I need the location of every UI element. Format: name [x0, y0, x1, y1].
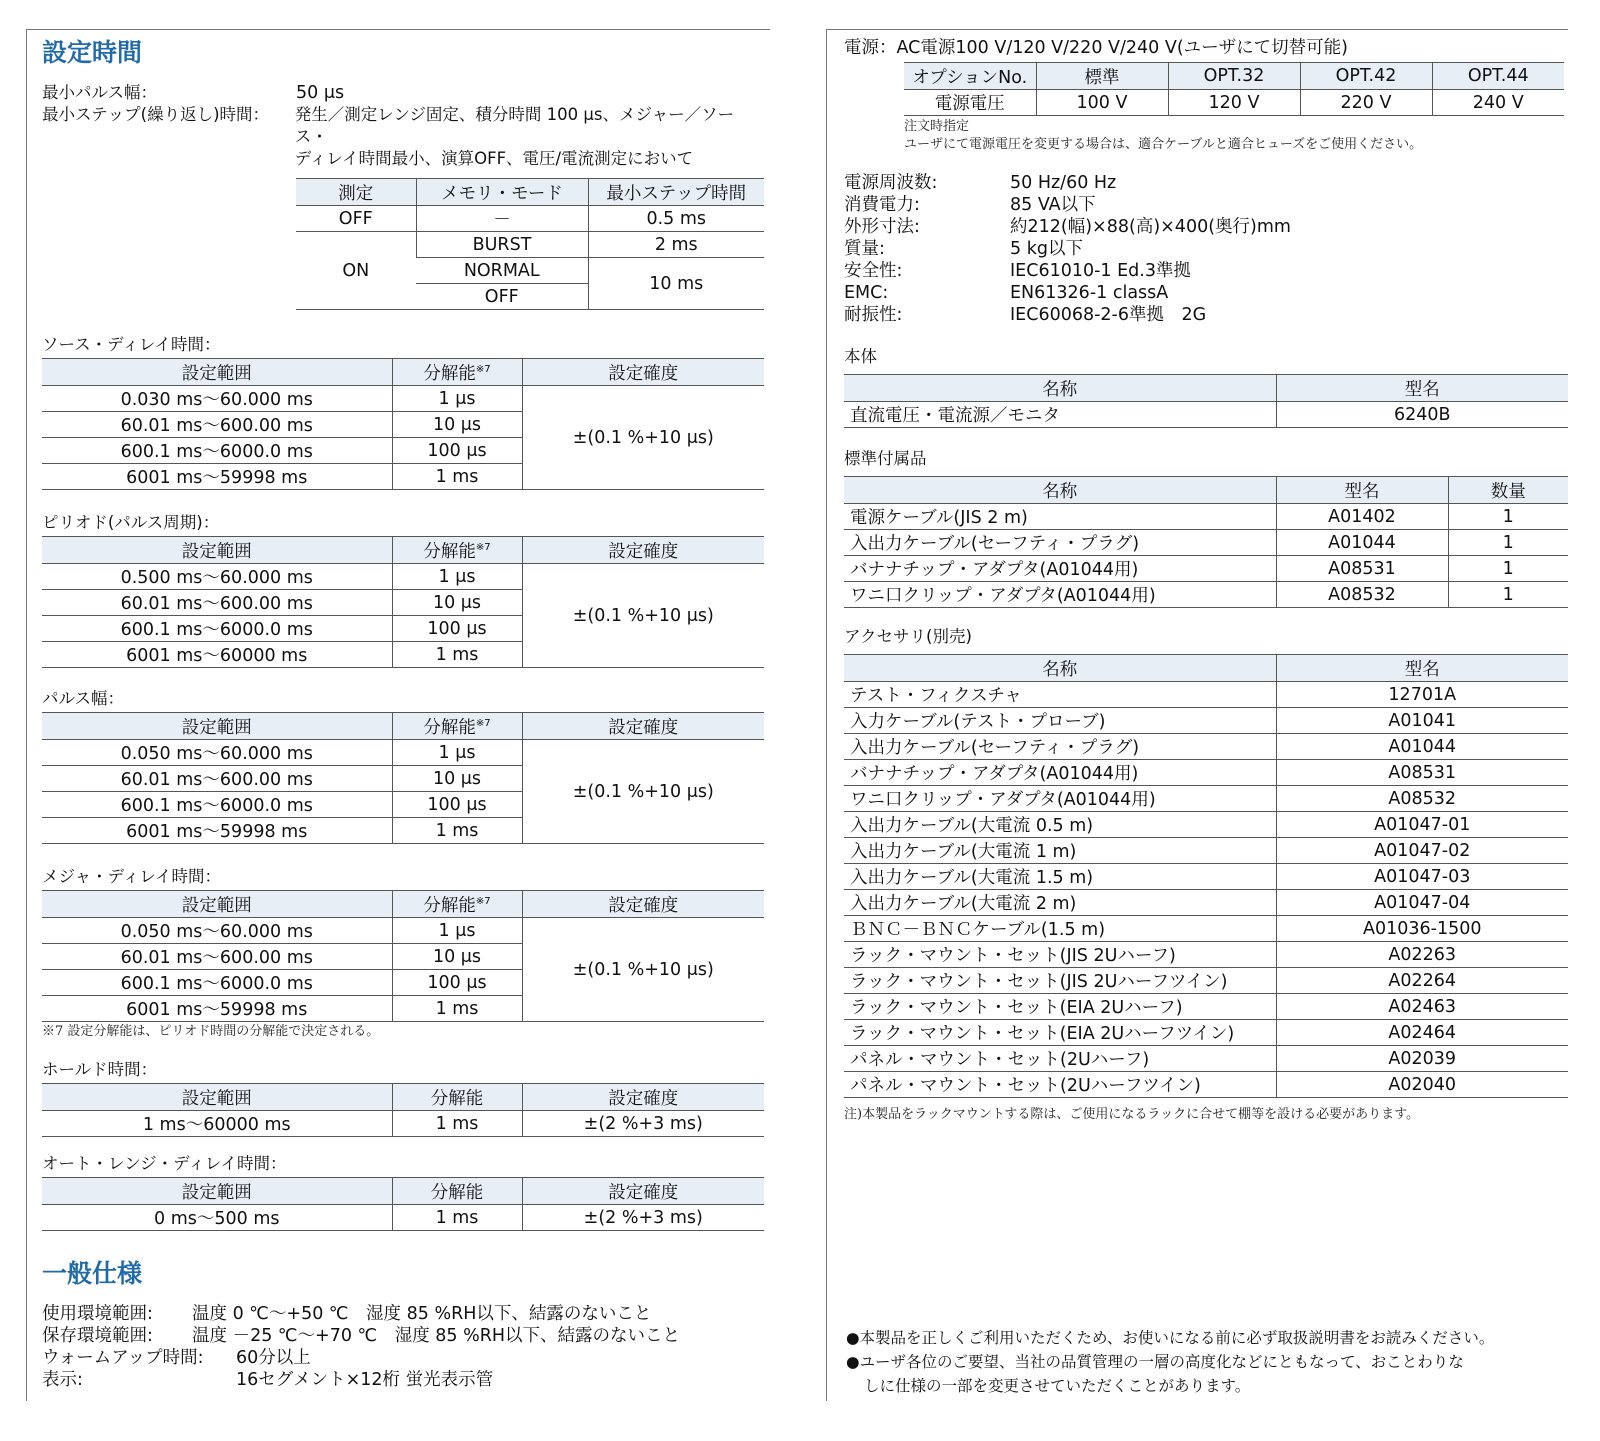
table-header: 分解能$^{※7}$	[392, 891, 522, 918]
table-header: 名称	[844, 655, 1276, 682]
table-header: 設定範囲	[42, 713, 392, 740]
table-header: 設定範囲	[42, 537, 392, 564]
table-cell: A08531	[1276, 556, 1448, 582]
step-time-table	[296, 178, 764, 310]
table-cell: 60.01 ms～600.00 ms	[42, 590, 392, 616]
table-cell: 1 ms	[392, 642, 522, 668]
general-spec-list	[42, 1303, 764, 1391]
pulse-width-title: パルス幅：	[42, 689, 125, 708]
section-title-timing: 設定時間	[42, 38, 143, 67]
spec-key: 質量:	[844, 239, 885, 259]
spec-key: ウォームアップ時間:	[42, 1348, 204, 1368]
table-cell: ワニ口クリップ・アダプタ(A01044用)	[844, 786, 1276, 812]
table-cell: ラック・マウント・セット(EIA 2Uハーフツイン)	[844, 1020, 1276, 1046]
notice-bullet-1: ●本製品を正しくご利用いただくため、お使いになる前に必ず取扱説明書をお読みください。	[846, 1329, 1495, 1347]
period-title: ピリオド(パルス周期)：	[42, 513, 220, 532]
table-cell: 6001 ms～59998 ms	[42, 818, 392, 844]
table-cell: A01036-1500	[1276, 916, 1568, 942]
table-cell: パネル・マウント・セット(2Uハーフ)	[844, 1046, 1276, 1072]
table-cell: 600.1 ms～6000.0 ms	[42, 616, 392, 642]
spec-value: IEC60068-2-6準拠 2G	[1010, 305, 1207, 325]
table-cell: 10 ms	[588, 258, 764, 310]
measure-delay-table	[42, 890, 764, 1022]
table-cell: A01047-01	[1276, 812, 1568, 838]
std-acc-table	[844, 476, 1568, 608]
table-cell: 1	[1448, 582, 1568, 608]
table-cell: A02263	[1276, 942, 1568, 968]
hold-table	[42, 1083, 764, 1137]
table-cell: NORMAL	[416, 258, 588, 284]
power-spec-list	[844, 172, 1568, 326]
table-cell: ON	[296, 232, 416, 310]
table-header: 分解能	[392, 1178, 522, 1205]
table-cell: ±(0.1 %+10 μs)	[522, 386, 764, 490]
table-cell: 100 μs	[392, 970, 522, 996]
spec-value: 50 Hz/60 Hz	[1010, 173, 1117, 193]
table-cell: 10 μs	[392, 590, 522, 616]
table-header: 名称	[844, 375, 1276, 402]
table-header: 設定範囲	[42, 891, 392, 918]
table-cell: A01041	[1276, 708, 1568, 734]
table-cell: 電源電圧	[904, 90, 1036, 116]
left-column	[42, 36, 764, 1391]
table-cell: 1 μs	[392, 740, 522, 766]
table-header: OPT.44	[1432, 63, 1564, 90]
spec-key: 外形寸法:	[844, 217, 920, 237]
accessories-title: アクセサリ(別売)	[844, 627, 972, 646]
table-cell: 1	[1448, 556, 1568, 582]
table-cell: 60.01 ms～600.00 ms	[42, 944, 392, 970]
table-cell: A01402	[1276, 504, 1448, 530]
autorange-title: オート・レンジ・ディレイ時間：	[42, 1154, 287, 1173]
table-cell: 10 μs	[392, 944, 522, 970]
table-cell: 1 ms	[392, 464, 522, 490]
min-step-label: 最小ステップ(繰り返し)時間：	[42, 105, 270, 124]
table-cell: ワニ口クリップ・アダプタ(A01044用)	[844, 582, 1276, 608]
spec-value: IEC61010-1 Ed.3準拠	[1010, 261, 1191, 281]
table-cell: 220 V	[1300, 90, 1432, 116]
table-cell: 入出力ケーブル(大電流 1 m)	[844, 838, 1276, 864]
table-header: 分解能$^{※7}$	[392, 359, 522, 386]
table-cell: 0.030 ms～60.000 ms	[42, 386, 392, 412]
power-note-1: 注文時指定	[904, 119, 970, 134]
power-note-2: ユーザにて電源電圧を変更する場合は、適合ケーブルと適合ヒューズをご使用ください。	[904, 137, 1423, 152]
top-rule-left	[26, 29, 770, 30]
min-pulse-row	[42, 82, 764, 170]
table-header: 設定範囲	[42, 1084, 392, 1111]
table-cell: 入出力ケーブル(大電流 1.5 m)	[844, 864, 1276, 890]
table-cell: ±(2 %+3 ms)	[522, 1111, 764, 1137]
table-cell: A02464	[1276, 1020, 1568, 1046]
table-header: 型名	[1276, 655, 1568, 682]
table-cell: A02039	[1276, 1046, 1568, 1072]
table-header: OPT.42	[1300, 63, 1432, 90]
table-cell: 240 V	[1432, 90, 1564, 116]
table-cell: 600.1 ms～6000.0 ms	[42, 970, 392, 996]
table-cell: 0 ms～500 ms	[42, 1205, 392, 1231]
min-pulse-value: 50 μs	[296, 83, 345, 103]
table-header: 設定確度	[522, 1084, 764, 1111]
table-header: 標準	[1036, 63, 1168, 90]
table-cell: 12701A	[1276, 682, 1568, 708]
spec-key: 耐振性:	[844, 305, 903, 325]
spec-key: 保存環境範囲:	[42, 1326, 153, 1346]
table-cell: パネル・マウント・セット(2Uハーフツイン)	[844, 1072, 1276, 1098]
notice-bullet-2a: ●ユーザ各位のご要望、当社の品質管理の一層の高度化などにともなって、おことわりな	[846, 1353, 1464, 1371]
table-cell: 60.01 ms～600.00 ms	[42, 766, 392, 792]
table-header: 設定範囲	[42, 359, 392, 386]
table-cell: A08531	[1276, 760, 1568, 786]
table-header: 設定確度	[522, 891, 764, 918]
table-cell: 10 μs	[392, 412, 522, 438]
table-cell: 1 ms	[392, 996, 522, 1022]
table-cell: 1	[1448, 530, 1568, 556]
table-cell: 直流電圧・電流源／モニタ	[844, 402, 1276, 428]
table-cell: 1 ms～60000 ms	[42, 1111, 392, 1137]
table-cell: 1 ms	[392, 1205, 522, 1231]
table-cell: 10 μs	[392, 766, 522, 792]
table-cell: 100 μs	[392, 438, 522, 464]
table-header: 数量	[1448, 477, 1568, 504]
table-cell: OFF	[416, 284, 588, 310]
table-cell: 0.050 ms～60.000 ms	[42, 740, 392, 766]
table-header: 名称	[844, 477, 1276, 504]
center-border	[826, 29, 827, 1401]
table-cell: BURST	[416, 232, 588, 258]
table-header: オプションNo.	[904, 63, 1036, 90]
table-header: 最小ステップ時間	[588, 179, 764, 206]
table-cell: 2 ms	[588, 232, 764, 258]
spec-value: 温度 －25 ℃～+70 ℃ 湿度 85 %RH以下、結露のないこと	[192, 1326, 681, 1346]
table-header: 型名	[1276, 375, 1568, 402]
table-header: 分解能	[392, 1084, 522, 1111]
table-cell: 100 μs	[392, 792, 522, 818]
table-cell: 1 ms	[392, 818, 522, 844]
spec-key: 消費電力:	[844, 195, 920, 215]
hold-title: ホールド時間：	[42, 1060, 158, 1079]
table-cell: 電源ケーブル(JIS 2 m)	[844, 504, 1276, 530]
table-cell: 入出力ケーブル(大電流 2 m)	[844, 890, 1276, 916]
spec-key: 使用環境範囲:	[42, 1304, 153, 1324]
table-cell: －	[416, 206, 588, 232]
spec-value: 温度 0 ℃～+50 ℃ 湿度 85 %RH以下、結露のないこと	[192, 1304, 652, 1324]
table-cell: 100 V	[1036, 90, 1168, 116]
accessories-table	[844, 654, 1568, 1098]
table-header: 分解能$^{※7}$	[392, 713, 522, 740]
std-acc-title: 標準付属品	[844, 449, 927, 468]
notice-bullets	[846, 1326, 1576, 1398]
table-cell: 0.050 ms～60.000 ms	[42, 918, 392, 944]
spec-value: 60分以上	[236, 1348, 311, 1368]
table-header: 設定確度	[522, 537, 764, 564]
table-cell: A01047-02	[1276, 838, 1568, 864]
table-cell: ラック・マウント・セット(EIA 2Uハーフ)	[844, 994, 1276, 1020]
top-rule-right	[826, 29, 1568, 30]
spec-key: EMC:	[844, 283, 889, 303]
footnote-7: ※7 設定分解能は、ピリオド時間の分解能で決定される。	[42, 1024, 380, 1039]
table-cell: 100 μs	[392, 616, 522, 642]
source-delay-table	[42, 358, 764, 490]
table-header: OPT.32	[1168, 63, 1300, 90]
table-cell: OFF	[296, 206, 416, 232]
table-cell: 6240B	[1276, 402, 1568, 428]
table-cell: 120 V	[1168, 90, 1300, 116]
table-cell: 0.500 ms～60.000 ms	[42, 564, 392, 590]
table-cell: A02040	[1276, 1072, 1568, 1098]
table-cell: A02463	[1276, 994, 1568, 1020]
section-title-general: 一般仕様	[42, 1259, 143, 1288]
table-header: 分解能$^{※7}$	[392, 537, 522, 564]
table-cell: 1	[1448, 504, 1568, 530]
table-cell: 入出力ケーブル(セーフティ・プラグ)	[844, 734, 1276, 760]
min-step-value-line2: ディレイ時間最小、演算OFF、電圧/電流測定において	[294, 149, 694, 168]
spec-value: EN61326-1 classA	[1010, 283, 1169, 303]
min-step-value-line1: 発生／測定レンジ固定、積分時間 100 μs、メジャー／ソース・	[294, 105, 735, 146]
table-cell: A02264	[1276, 968, 1568, 994]
table-cell: バナナチップ・アダプタ(A01044用)	[844, 760, 1276, 786]
table-cell: A01047-04	[1276, 890, 1568, 916]
table-cell: ラック・マウント・セット(JIS 2Uハーフ)	[844, 942, 1276, 968]
rack-note: 注)本製品をラックマウントする際は、ご使用になるラックに合せて棚等を設ける必要があります。	[844, 1107, 1420, 1122]
body-title: 本体	[844, 347, 877, 366]
table-header: 設定確度	[522, 1178, 764, 1205]
table-cell: バナナチップ・アダプタ(A01044用)	[844, 556, 1276, 582]
table-header: 型名	[1276, 477, 1448, 504]
table-header: 設定確度	[522, 359, 764, 386]
table-header: 測定	[296, 179, 416, 206]
power-title: 電源：AC電源100 V/120 V/220 V/240 V(ユーザにて切替可能)	[844, 38, 1348, 58]
spec-value: 5 kg以下	[1010, 239, 1083, 259]
left-border	[26, 29, 27, 1401]
table-cell: 入力ケーブル(テスト・プローブ)	[844, 708, 1276, 734]
spec-key: 安全性:	[844, 261, 903, 281]
table-header: 設定確度	[522, 713, 764, 740]
table-cell: 600.1 ms～6000.0 ms	[42, 438, 392, 464]
table-cell: ラック・マウント・セット(JIS 2Uハーフツイン)	[844, 968, 1276, 994]
table-cell: 1 μs	[392, 564, 522, 590]
table-header: 設定範囲	[42, 1178, 392, 1205]
measure-delay-title: メジャ・ディレイ時間：	[42, 867, 222, 886]
table-cell: 入出力ケーブル(セーフティ・プラグ)	[844, 530, 1276, 556]
table-cell: 6001 ms～60000 ms	[42, 642, 392, 668]
table-cell: A01047-03	[1276, 864, 1568, 890]
table-cell: 入出力ケーブル(大電流 0.5 m)	[844, 812, 1276, 838]
power-table	[904, 62, 1564, 116]
table-cell: ±(0.1 %+10 μs)	[522, 740, 764, 844]
table-cell: A08532	[1276, 786, 1568, 812]
notice-bullet-2b: しに仕様の一部を変更させていただくことがあります。	[864, 1377, 1251, 1395]
spec-value: 85 VA以下	[1010, 195, 1096, 215]
table-cell: A08532	[1276, 582, 1448, 608]
period-table	[42, 536, 764, 668]
table-header: メモリ・モード	[416, 179, 588, 206]
spec-key: 表示:	[42, 1370, 83, 1390]
table-cell: 1 μs	[392, 918, 522, 944]
table-cell: A01044	[1276, 530, 1448, 556]
table-cell: ＢＮＣ－ＢＮＣケーブル(1.5 m)	[844, 916, 1276, 942]
table-cell: ±(0.1 %+10 μs)	[522, 564, 764, 668]
table-cell: ±(0.1 %+10 μs)	[522, 918, 764, 1022]
right-column	[844, 36, 1568, 1124]
autorange-table	[42, 1177, 764, 1231]
table-cell: A01044	[1276, 734, 1568, 760]
table-cell: 6001 ms～59998 ms	[42, 996, 392, 1022]
spec-value: 約212(幅)×88(高)×400(奥行)mm	[1010, 217, 1291, 237]
table-cell: 0.5 ms	[588, 206, 764, 232]
source-delay-title: ソース・ディレイ時間：	[42, 335, 221, 354]
table-cell: 60.01 ms～600.00 ms	[42, 412, 392, 438]
table-cell: ±(2 %+3 ms)	[522, 1205, 764, 1231]
table-cell: 600.1 ms～6000.0 ms	[42, 792, 392, 818]
spec-key: 電源周波数:	[844, 173, 938, 193]
table-cell: 1 ms	[392, 1111, 522, 1137]
spec-value: 16セグメント×12桁 蛍光表示管	[236, 1370, 494, 1390]
pulse-width-table	[42, 712, 764, 844]
table-cell: テスト・フィクスチャ	[844, 682, 1276, 708]
table-cell: 6001 ms～59998 ms	[42, 464, 392, 490]
table-cell: 1 μs	[392, 386, 522, 412]
min-pulse-label: 最小パルス幅：	[42, 83, 158, 102]
body-table	[844, 374, 1568, 428]
